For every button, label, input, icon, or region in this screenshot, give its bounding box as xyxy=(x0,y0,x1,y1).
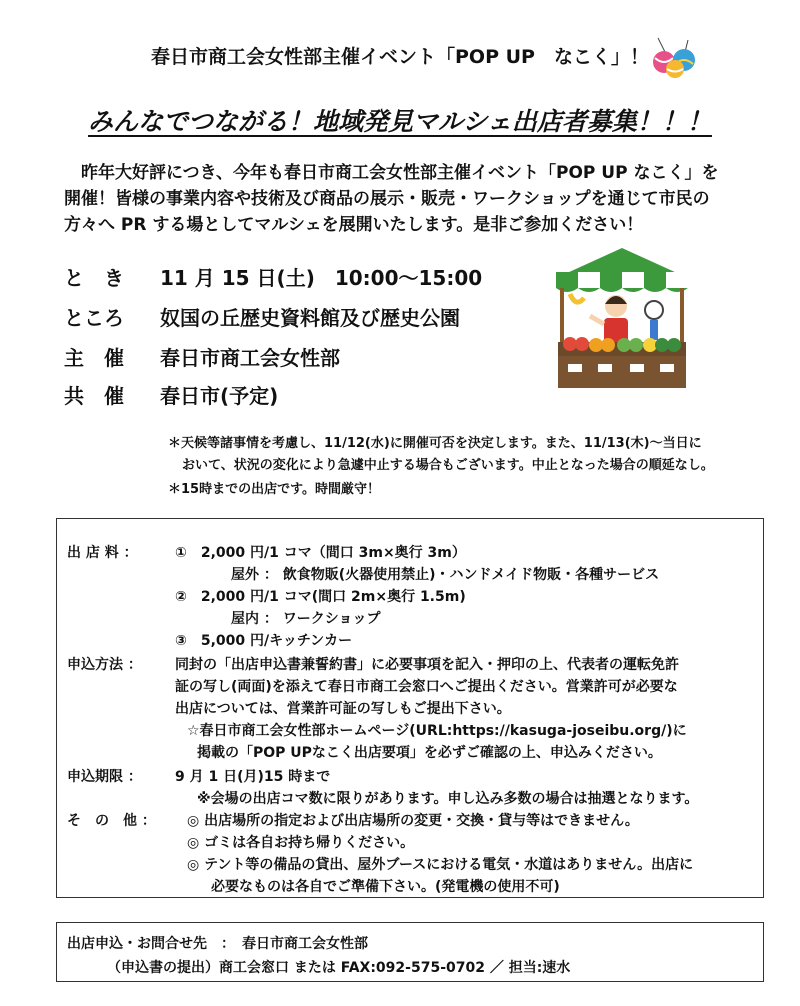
deadline-line-2: ※会場の出店コマ数に限りがあります。申し込み多数の場合は抽選となります。 xyxy=(197,791,699,807)
event-header: 春日市商工会女性部主催イベント「POP UP なこく」！ xyxy=(151,46,649,68)
fee-line-1: ① 2,000 円/1 コマ（間口 3m×奥行 3m） xyxy=(175,545,466,561)
fee-label: 出 店 料 ： xyxy=(67,545,138,561)
apply-line-1: 同封の「出店申込書兼誓約書」に必要事項を記入・押印の上、代表者の運転免許 xyxy=(175,657,679,673)
detail-label: と き xyxy=(64,266,124,290)
info-box xyxy=(56,518,764,898)
deadline-line-1: 9 月 1 日(月)15 時まで xyxy=(175,769,331,785)
intro-line-3: 方々へ PR する場としてマルシェを展開いたします。是非ご参加ください！ xyxy=(64,215,644,235)
fee-line-3: ② 2,000 円/1 コマ(間口 2m×奥行 1.5m) xyxy=(175,589,466,605)
yoyo-balloons-icon xyxy=(648,36,700,80)
note-time: ＊15時までの出店です。時間厳守！ xyxy=(168,482,381,497)
apply-label: 申込方法 ： xyxy=(67,657,142,673)
detail-label: ところ xyxy=(64,306,124,330)
fee-line-5: ③ 5,000 円/キッチンカー xyxy=(175,633,353,649)
other-line-3: ◎ テント等の備品の貸出、屋外ブースにおける電気・水道はありません。出店に xyxy=(187,857,694,873)
detail-value: 春日市(予定) xyxy=(160,384,279,408)
other-line-2: ◎ ゴミは各自お持ち帰りください。 xyxy=(187,835,415,851)
contact-box xyxy=(56,922,764,982)
fee-line-2: 屋外 ： 飲食物販(火器使用禁止)・ハンドメイド物販・各種サービス xyxy=(231,567,660,583)
detail-label: 共 催 xyxy=(64,384,124,408)
contact-line-1: 出店申込・お問合せ先 ： 春日市商工会女性部 xyxy=(67,936,368,952)
other-line-4: 必要なものは各自でご準備下さい。(発電機の使用不可) xyxy=(211,879,560,895)
detail-label: 主 催 xyxy=(64,346,124,370)
detail-value: 11 月 15 日(土) 10:00～15:00 xyxy=(160,266,483,290)
page-title: みんなでつながる！地域発見マルシェ出店者募集！！！ xyxy=(88,107,712,136)
fee-line-4: 屋内 ： ワークショップ xyxy=(231,611,381,627)
contact-line-2: （申込書の提出）商工会窓口 または FAX:092-575-0702 ／ 担当:速水 xyxy=(107,960,571,976)
deadline-label: 申込期限 ： xyxy=(67,769,142,785)
note-weather-1: ＊天候等諸事情を考慮し、11/12(水)に開催可否を決定します。また、11/13(木)～当日に xyxy=(168,436,702,451)
apply-line-3: 出店については、営業許可証の写しもご提出下さい。 xyxy=(175,701,511,717)
note-weather-2: おいて、状況の変化により急遽中止する場合もございます。中止となった場合の順延なし。 xyxy=(182,458,714,473)
apply-line-5: 掲載の「POP UPなこく出店要項」を必ずご確認の上、申込みください。 xyxy=(197,745,662,761)
apply-line-4: ☆春日市商工会女性部ホームページ(URL:https://kasuga-joseibu.org/)に xyxy=(187,723,687,739)
intro-line-1: 昨年大好評につき、今年も春日市商工会女性部主催イベント「POP UP なこく」を xyxy=(64,163,719,183)
detail-value: 春日市商工会女性部 xyxy=(160,346,340,370)
apply-line-2: 証の写し(両面)を添えて春日市商工会窓口へご提出ください。営業許可が必要な xyxy=(175,679,678,695)
market-stall-illustration xyxy=(550,244,694,392)
detail-value: 奴国の丘歴史資料館及び歴史公園 xyxy=(160,306,460,330)
other-line-1: ◎ 出店場所の指定および出店場所の変更・交換・貸与等はできません。 xyxy=(187,813,639,829)
other-label: そ の 他 ： xyxy=(67,813,156,829)
intro-line-2: 開催！皆様の事業内容や技術及び商品の展示・販売・ワークショップを通じて市民の xyxy=(64,189,710,209)
